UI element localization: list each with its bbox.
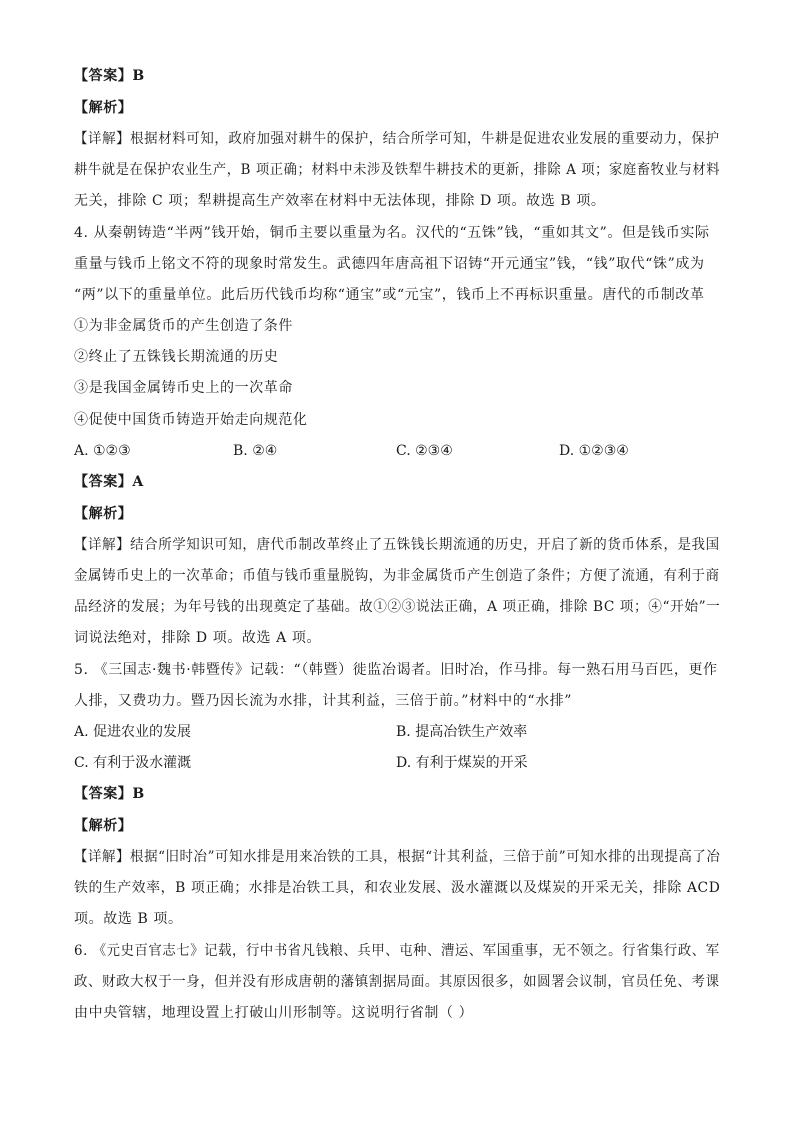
q4-option-a: A. ①②③ xyxy=(74,443,131,459)
q4-statement: ④促使中国货币铸造开始走向规范化 xyxy=(74,412,308,428)
q4-statement: ②终止了五铢钱长期流通的历史 xyxy=(74,349,279,365)
q4-detail-line: 【详解】结合所学知识可知，唐代币制改革终止了五铢钱长期流通的历史，开启了新的货币体系，是我国 xyxy=(74,537,720,553)
q5-answer: 【答案】B xyxy=(74,786,145,802)
q4-statement: ①为非金属货币的产生创造了条件 xyxy=(74,318,293,334)
q4-option-c: C. ②③④ xyxy=(396,443,453,459)
q6-stem-line: 政、财政大权于一身，但并没有形成唐朝的藩镇割据局面。其原因很多，如圆署会议制，官员任免、考课 xyxy=(74,974,720,990)
q5-option-d: D. 有利于煤炭的开采 xyxy=(396,755,528,771)
q6-stem-line: 由中央管辖，地理设置上打破山川形制等。这说明行省制（ ） xyxy=(74,1005,474,1021)
q4-stem-line: “两”以下的重量单位。此后历代钱币均称“通宝”或“元宝”，钱币上不再标识重量。唐代的币制改革 xyxy=(74,287,705,303)
q3-detail-line: 耕牛就是在保护农业生产，B 项正确；材料中未涉及铁犁牛耕技术的更新，排除 A 项；家庭畜牧业与材料 xyxy=(74,162,721,178)
q3-analysis-heading: 【解析】 xyxy=(74,100,133,116)
q4-option-d: D. ①②③④ xyxy=(559,443,629,459)
q4-stem-line: 4. 从秦朝铸造“半两”钱开始，铜币主要以重量为名。汉代的“五铢”钱，“重如其文”。但是钱币实际 xyxy=(74,225,710,241)
q5-detail-line: 铁的生产效率，B 项正确；水排是冶铁工具，和农业发展、汲水灌溉以及煤炭的开采无关，排除 ACD xyxy=(74,880,721,896)
q4-detail-line: 品经济的发展；为年号钱的出现奠定了基础。故①②③说法正确，A 项正确，排除 BC 项；④“开始”一 xyxy=(74,599,721,615)
q4-option-b: B. ②④ xyxy=(233,443,278,459)
q3-answer: 【答案】B xyxy=(74,68,145,84)
q4-statement: ③是我国金属铸币史上的一次革命 xyxy=(74,380,293,396)
q4-analysis-heading: 【解析】 xyxy=(74,506,133,522)
q6-stem-line: 6. 《元史百官志七》记载，行中书省凡钱粮、兵甲、屯种、漕运、军国重事，无不领之。行省集行政、军 xyxy=(74,943,720,959)
q3-detail-line: 【详解】根据材料可知，政府加强对耕牛的保护，结合所学可知，牛耕是促进农业发展的重要动力，保护 xyxy=(74,131,720,147)
q5-stem-line: 人排，又费功力。暨乃因长流为水排，计其利益，三倍于前。”材料中的“水排” xyxy=(74,693,573,709)
q5-detail-line: 【详解】根据“旧时冶”可知水排是用来冶铁的工具，根据“计其利益，三倍于前”可知水排的出现提高了冶 xyxy=(74,849,721,865)
q3-detail-line: 无关，排除 C 项；犁耕提高生产效率在材料中无法体现，排除 D 项。故选 B 项。 xyxy=(74,193,606,209)
q4-stem-line: 重量与钱币上铭文不符的现象时常发生。武德四年唐高祖下诏铸“开元通宝”钱，“钱”取代“铢”成为 xyxy=(74,256,705,272)
q4-detail-line: 金属铸币史上的一次革命；币值与钱币重量脱钩，为非金属货币产生创造了条件；方便了流通，有利于商 xyxy=(74,568,720,584)
q5-option-a: A. 促进农业的发展 xyxy=(74,724,192,740)
q5-option-b: B. 提高冶铁生产效率 xyxy=(396,724,528,740)
q5-stem-line: 5. 《三国志·魏书·韩暨传》记载：“（韩暨）徙监冶谒者。旧时冶，作马排。每一熟石用马百匹，更作 xyxy=(74,662,718,678)
q5-detail-line: 项。故选 B 项。 xyxy=(74,911,183,927)
q4-detail-line: 词说法绝对，排除 D 项。故选 A 项。 xyxy=(74,630,322,646)
q5-option-c: C. 有利于汲水灌溉 xyxy=(74,755,192,771)
q5-analysis-heading: 【解析】 xyxy=(74,818,133,834)
q4-answer: 【答案】A xyxy=(74,474,144,490)
